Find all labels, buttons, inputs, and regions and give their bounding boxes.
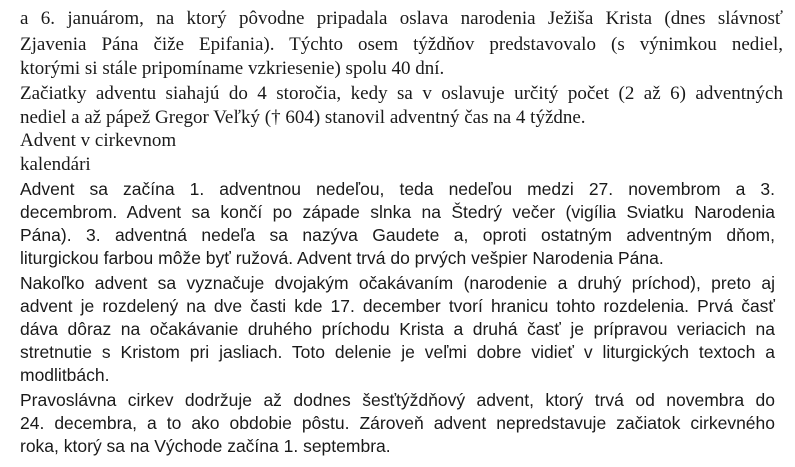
text-line: nediel a až pápež Gregor Veľký († 604) stanovil adventný čas na 4 týždne. xyxy=(20,107,586,128)
text-line: roka, ktorý sa na Východe začína 1. septembra. xyxy=(20,436,391,456)
text-line: a 6. januárom, na ktorý pôvodne pripadala oslava narodenia Ježiša Krista (dnes slávnosť xyxy=(20,8,783,29)
heading-line: kalendári xyxy=(20,154,91,175)
text-line: Pána). 3. adventná nedeľa sa nazýva Gaudete a, oproti ostatným adventným dňom, xyxy=(20,225,775,245)
text-line: modlitbách. xyxy=(20,365,110,385)
text-line: Nakoľko advent sa vyznačuje dvojakým očakávaním (narodenie a druhý príchod), preto aj xyxy=(20,273,775,293)
text-line: liturgickou farbou môže byť ružová. Advent trvá do prvých vešpier Narodenia Pána. xyxy=(20,248,664,268)
text-line: ktorými si stále pripomíname vzkriesenie) spolu 40 dní. xyxy=(20,58,445,79)
heading-line: Advent v cirkevnom xyxy=(20,130,177,151)
text-line: Zjavenia Pána čiže Epifania). Týchto osem týždňov predstavovalo (s výnimkou nediel, xyxy=(20,34,783,55)
text-line: Začiatky adventu siahajú do 4 storočia, kedy sa v oslavuje určitý počet (2 až 6) adventných xyxy=(20,83,783,104)
text-line: dáva dôraz na očakávanie druhého príchodu Krista a druhá časť je prípravou veriacich na xyxy=(20,319,775,339)
text-line: 24. decembra, a to ako obdobie pôstu. Zároveň advent nepredstavuje začiatok cirkevného xyxy=(20,413,775,433)
text-line: Pravoslávna cirkev dodržuje až dodnes šesťtýždňový advent, ktorý trvá od novembra do xyxy=(20,390,775,410)
text-line: advent je rozdelený na dve časti kde 17. december tvorí hranicu tohto rozdelenia. Prvá časť xyxy=(20,296,775,316)
text-line: decembrom. Advent sa končí po západe slnka na Štedrý večer (vigília Sviatku Narodenia xyxy=(20,202,775,222)
text-line: Advent sa začína 1. adventnou nedeľou, teda nedeľou medzi 27. novembrom a 3. xyxy=(20,179,775,199)
text-line: stretnutie s Kristom pri jasliach. Toto delenie je veľmi dobre vidieť v liturgických textoch a xyxy=(20,342,775,362)
